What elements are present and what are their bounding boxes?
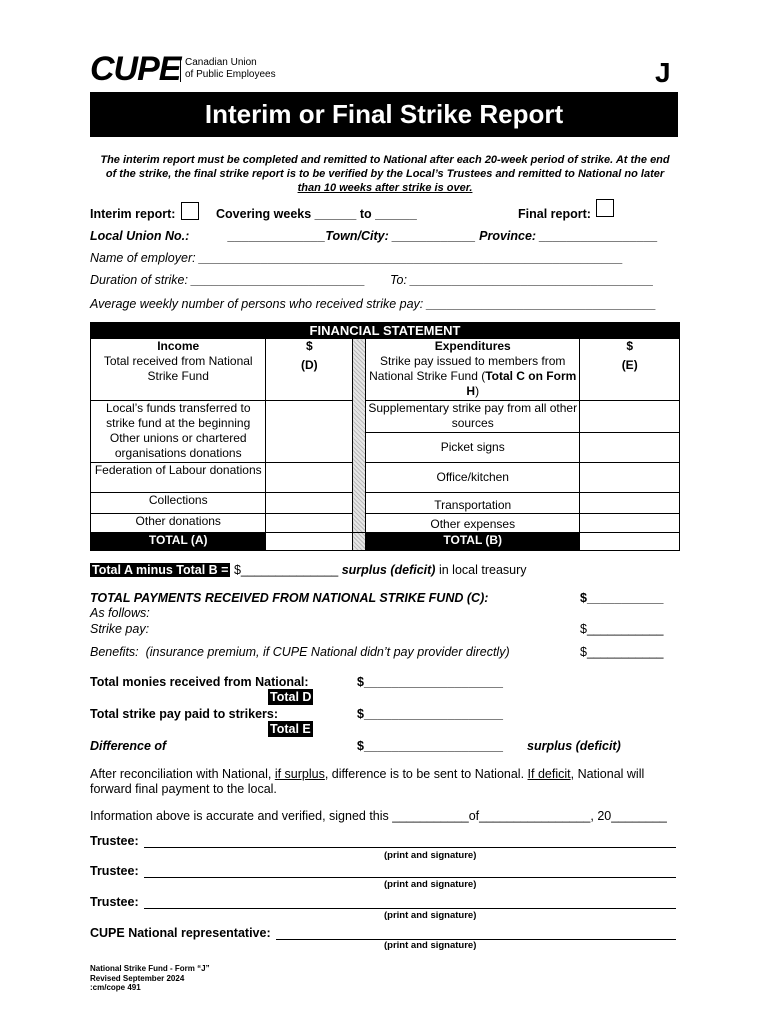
difference-label: Difference of: [90, 739, 167, 753]
national-rep-print-sign: (print and signature): [384, 940, 477, 951]
strike-pay-paid-amount[interactable]: $____________________: [357, 707, 503, 721]
footer-line-1: National Strike Fund - Form “J”: [90, 964, 210, 973]
trustee-2-label: Trustee:: [90, 864, 139, 878]
signed-date-field[interactable]: Information above is accurate and verified, signed this ___________of________________, 20________: [90, 809, 667, 823]
total-a-amount[interactable]: [266, 533, 353, 551]
income-cell-1: [91, 339, 266, 401]
reconciliation-line-1: After reconciliation with National, if surplus, difference is to be sent to National. If deficit, National will: [90, 767, 645, 781]
intro-line-2: of the strike, the final strike report is to be verified by the Local’s Trustees and remitted to National no later: [105, 168, 665, 180]
reconciliation-line-2: forward final payment to the local.: [90, 782, 277, 796]
page-title: Interim or Final Strike Report: [90, 92, 678, 137]
logo-divider: [180, 58, 181, 82]
trustee-3-print-sign: (print and signature): [384, 910, 477, 921]
intro-line-3: than 10 weeks after strike is over.: [297, 182, 473, 194]
exp-row-supplementary: Supplementary strike pay from all other sources: [366, 401, 580, 433]
trustee-2-print-sign: (print and signature): [384, 879, 477, 890]
financial-statement-title: FINANCIAL STATEMENT: [91, 323, 680, 339]
income-row-national: Total received from National Strike Fund: [103, 354, 253, 383]
income-amount-3[interactable]: [266, 463, 353, 493]
duration-to-field[interactable]: To: ___________________________________: [390, 273, 654, 287]
shaded-divider-total: [353, 533, 366, 551]
exp-row-other-expenses: Other expenses: [366, 514, 580, 533]
trustee-1-print-sign: (print and signature): [384, 850, 477, 861]
exp-amount-6[interactable]: [580, 514, 680, 533]
total-e-badge: Total E: [270, 722, 311, 736]
benefits-amount[interactable]: $___________: [580, 645, 664, 659]
exp-row-picket-signs: Picket signs: [366, 433, 580, 463]
duration-field[interactable]: Duration of strike: _________________________: [90, 273, 366, 287]
d-label: (D): [300, 358, 318, 372]
exp-amount-2[interactable]: [580, 401, 680, 433]
income-amount-5[interactable]: [266, 514, 353, 533]
a-minus-b-label: Total A minus Total B =: [92, 563, 229, 577]
benefits-row: Benefits: (insurance premium, if CUPE National didn’t pay provider directly): [90, 645, 510, 659]
logo-text-line2: of Public Employees: [185, 69, 276, 80]
exp-row-office-kitchen: Office/kitchen: [366, 463, 580, 493]
national-rep-label: CUPE National representative:: [90, 926, 271, 940]
trustee-2-signature-line[interactable]: [144, 877, 676, 878]
income-row-federation: Federation of Labour donations: [91, 463, 266, 493]
exp-amount-5[interactable]: [580, 493, 680, 514]
trustee-1-label: Trustee:: [90, 834, 139, 848]
town-city-province-field[interactable]: ______________Town/City: ____________ Province: _________________: [228, 229, 658, 243]
difference-surplus-label: surplus (deficit): [527, 739, 621, 753]
exp-row-transportation: Transportation: [366, 493, 580, 514]
logo-text-line1: Canadian Union: [185, 57, 257, 68]
trustee-1-signature-line[interactable]: [144, 847, 676, 848]
income-row-collections: Collections: [91, 493, 266, 514]
trustee-3-signature-line[interactable]: [144, 908, 676, 909]
form-letter: J: [655, 57, 671, 88]
total-d-badge: Total D: [270, 690, 312, 704]
exp-amount-4[interactable]: [580, 463, 680, 493]
total-payments-label: TOTAL PAYMENTS RECEIVED FROM NATIONAL STRIKE FUND (C):: [90, 591, 489, 605]
a-minus-b-row[interactable]: Total A minus Total B = $______________ surplus (deficit) in local treasury: [92, 563, 527, 577]
total-b-label: TOTAL (B): [366, 533, 580, 551]
interim-report-checkbox[interactable]: [181, 202, 199, 220]
expenditures-header: Expenditures: [434, 339, 511, 353]
total-payments-amount[interactable]: $___________: [580, 591, 664, 605]
shaded-divider: [353, 339, 366, 533]
income-row-locals-funds: Local’s funds transferred to strike fund at the beginning Other unions or chartered organisations donations: [91, 401, 266, 463]
exp-amount-3[interactable]: [580, 433, 680, 463]
exp-cell-1: [366, 339, 580, 401]
strike-pay-amount[interactable]: $___________: [580, 622, 664, 636]
strike-pay-label: Strike pay:: [90, 622, 150, 636]
as-follows-label: As follows:: [90, 606, 150, 620]
strike-pay-paid-label: Total strike pay paid to strikers:: [90, 707, 279, 721]
exp-row-strike-pay: Strike pay issued to members from National Strike Fund (Total C on Form H): [369, 354, 577, 398]
interim-report-label: Interim report:: [90, 207, 176, 221]
income-amount-d[interactable]: [266, 339, 353, 401]
footer-line-3: :cm/cope 491: [90, 983, 141, 992]
local-union-label: Local Union No.:: [90, 229, 190, 243]
exp-amount-e[interactable]: [580, 339, 680, 401]
employer-field[interactable]: Name of employer: _____________________________________________________________: [90, 251, 624, 265]
covering-weeks-field[interactable]: Covering weeks ______ to ______: [216, 207, 417, 221]
dollar-header-2: $: [626, 339, 634, 353]
financial-statement-table: [90, 322, 680, 551]
monies-received-amount[interactable]: $____________________: [357, 675, 503, 689]
final-report-checkbox[interactable]: [596, 199, 614, 217]
trustee-3-label: Trustee:: [90, 895, 139, 909]
final-report-label: Final report:: [518, 207, 591, 221]
difference-amount[interactable]: $____________________: [357, 739, 503, 753]
total-a-label: TOTAL (A): [91, 533, 266, 551]
footer-line-2: Revised September 2024: [90, 974, 185, 983]
dollar-header-1: $: [305, 339, 313, 353]
income-amount-4[interactable]: [266, 493, 353, 514]
intro-line-1: The interim report must be completed and remitted to National after each 20-week period of strike. At the end: [100, 154, 670, 166]
e-label: (E): [621, 358, 638, 372]
cupe-logo: CUPE: [90, 50, 181, 88]
income-amount-2[interactable]: [266, 401, 353, 463]
income-header: Income: [157, 339, 200, 353]
income-row-other-donations: Other donations: [91, 514, 266, 533]
monies-received-label: Total monies received from National:: [90, 675, 309, 689]
avg-weekly-field[interactable]: Average weekly number of persons who received strike pay: _________________________________: [90, 297, 657, 311]
total-b-amount[interactable]: [580, 533, 680, 551]
